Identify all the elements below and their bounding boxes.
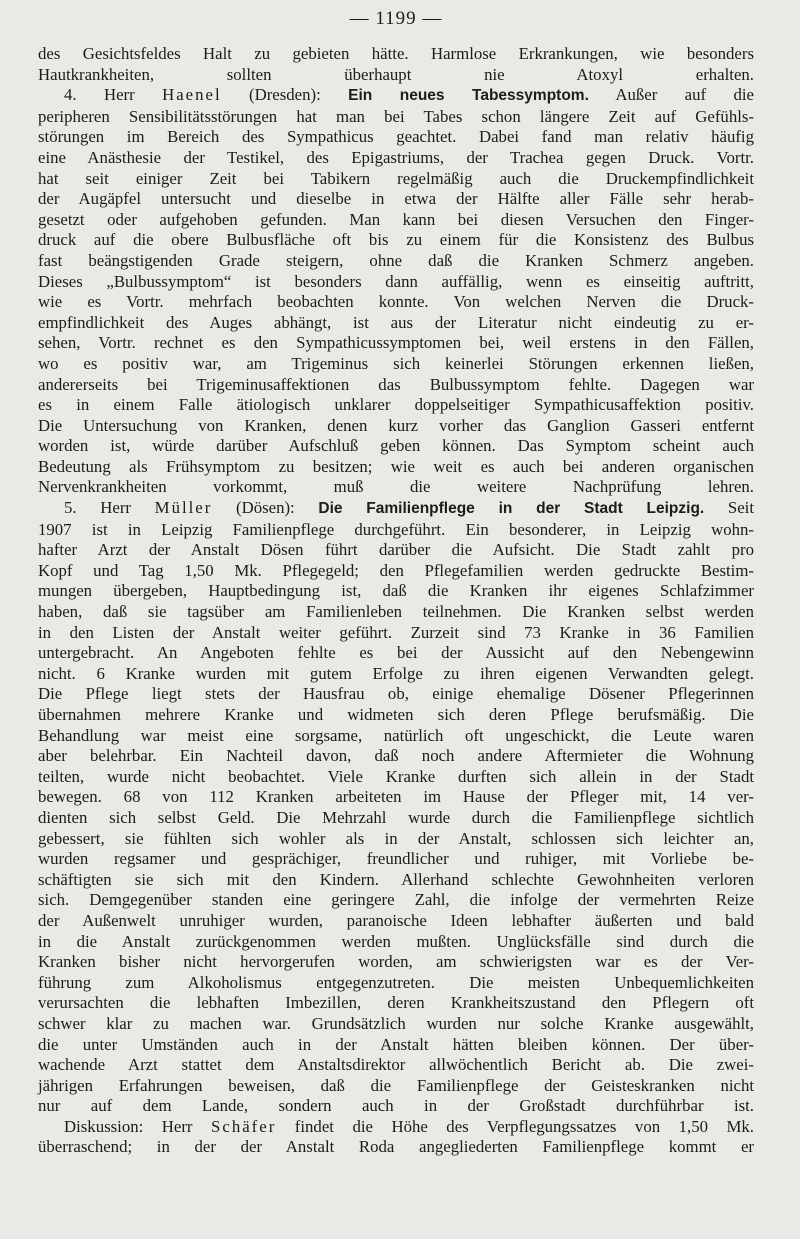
text-line: es in einem Falle ätiologisch unklarer doppelseitiger Sympathicusaffektion positiv. (38, 395, 754, 415)
text-line: aber belehrbar. Ein Nachteil davon, daß noch andere Aftermieter die Wohnung (38, 746, 754, 766)
paragraph-intro (38, 44, 754, 85)
text-line: sehen, Vortr. rechnet es den Sympathicussymptomen bei, weil erstens in den Fällen, (38, 333, 754, 353)
talk-title: Die Familienpflege in der Stadt Leipzig. (318, 500, 705, 518)
text-line: eine Anästhesie der Testikel, des Epigastriums, der Trachea gegen Druck. Vortr. (38, 147, 754, 167)
text-line: Bedeutung als Frühsymptom zu besitzen; wie weit es auch bei anderen organischen (38, 456, 754, 476)
heading-prefix: Diskussion: Herr (64, 1116, 212, 1136)
text-line: in die Anstalt zurückgenommen werden mußten. Unglücksfälle sind durch die (38, 931, 754, 951)
speaker-name: Schäfer (211, 1116, 277, 1136)
speaker-suffix: findet die Höhe des Verpflegungssatzes von 1,50 Mk. (276, 1116, 754, 1136)
text-line: hat seit einiger Zeit bei Tabikern regelmäßig auch die Druckempfindlichkeit (38, 168, 754, 188)
text-line: peripheren Sensibilitätsstörungen hat man bei Tabes schon längere Zeit auf Gefühls- (38, 106, 754, 126)
speaker-suffix: (Dresden): (221, 85, 349, 105)
text-line: in den Listen der Anstalt weiter geführt. Zurzeit sind 73 Kranke in 36 Familien (38, 622, 754, 642)
paragraph-diskussion (38, 1117, 754, 1158)
text-line: wie es Vortr. mehrfach beobachten konnte. Von welchen Nerven die Druck- (38, 292, 754, 312)
text-line: druck auf die obere Bulbusfläche oft bis zu einem für die Konsistenz des Bulbus (38, 230, 754, 250)
heading-prefix: 5. Herr (64, 498, 155, 518)
text-line: untergebracht. An Angeboten fehlte es bei der Aussicht auf den Nebengewinn (38, 643, 754, 663)
text-line: nicht. 6 Kranke wurden mit gutem Erfolge zu ihren eigenen Verwandten gelegt. (38, 663, 754, 683)
paragraph-haenel (38, 85, 754, 498)
text-line: verursachten die lebhaften Imbezillen, deren Krankheitszustand den Pflegern oft (38, 993, 754, 1013)
text-line: Die Untersuchung von Kranken, denen kurz vorher das Ganglion Gasseri entfernt (38, 415, 754, 435)
speaker-suffix: (Dösen): (212, 498, 319, 518)
text-line: nur auf dem Lande, sondern auch in der Großstadt durchführbar ist. (38, 1096, 754, 1116)
text-line: Dieses „Bulbussymptom“ ist besonders dann auffällig, wenn es einseitig auftritt, (38, 271, 754, 291)
talk-title: Ein neues Tabessymptom. (348, 87, 589, 105)
text-line: bewegen. 68 von 112 Kranken arbeiteten im Hause der Pfleger mit, 14 ver- (38, 787, 754, 807)
text-line: schwer klar zu machen war. Grundsätzlich wurden nur solche Kranke ausgewählt, (38, 1013, 754, 1033)
text-line: hafter Arzt der Anstalt Dösen führt darüber die Aufsicht. Die Stadt zahlt pro (38, 540, 754, 560)
text-line: gebessert, sie fühlten sich wohler als in der Anstalt, schlossen sich leichter an, (38, 828, 754, 848)
text-line: wurden regsamer und gesprächiger, freundlicher und ruhiger, mit Vorliebe be- (38, 849, 754, 869)
text-line: haben, daß sie tagsüber am Familienleben teilnehmen. Die Kranken selbst werden (38, 602, 754, 622)
text-line: des Gesichtsfeldes Halt zu gebieten hätte. Harmlose Erkrankungen, wie besonders (38, 44, 754, 63)
title-suffix: Seit (704, 498, 754, 518)
text-line: führung zum Alkoholismus entgegenzutreten. Die meisten Unbequemlichkeiten (38, 972, 754, 992)
text-line: der Augäpfel untersucht und dieselbe in etwa der Hälfte aller Fälle sehr herab- (38, 189, 754, 209)
text-line: jährigen Erfahrungen beweisen, daß die Familienpflege der Geisteskranken nicht (38, 1075, 754, 1095)
text-line: sich. Demgegenüber standen eine geringere Zahl, die infolge der vermehrten Reize (38, 890, 754, 910)
title-suffix: Außer auf die (588, 85, 754, 105)
paragraph-heading-line (38, 1117, 754, 1138)
paragraph-heading-line (38, 85, 754, 107)
text-line: fast beängstigenden Grade steigern, ohne daß die Kranken Schmerz angeben. (38, 250, 754, 270)
text-line: Behandlung war meist eine sorgsame, natürlich oft ungeschickt, die Leute waren (38, 725, 754, 745)
text-line: die unter Umständen auch in der Anstalt hätten bleiben können. Der über- (38, 1034, 754, 1054)
text-line: überraschend; in der der Anstalt Roda angegliederten Familienpflege kommt er (38, 1137, 754, 1157)
text-line: wo es positiv war, am Trigeminus sich keinerlei Störungen erkennen ließen, (38, 353, 754, 373)
paragraph-heading-line (38, 498, 754, 520)
text-line: Kranken bisher nicht hervorgerufen worden, am schwierigsten war es der Ver- (38, 952, 754, 972)
text-line: Hautkrankheiten, sollten überhaupt nie Atoxyl erhalten. (38, 64, 754, 84)
speaker-name: Haenel (162, 85, 222, 105)
text-line: wachende Arzt stattet dem Anstaltsdirektor allwöchentlich Bericht ab. Die zwei- (38, 1055, 754, 1075)
speaker-name: Müller (154, 498, 213, 518)
text-line: dienten sich selbst Geld. Die Mehrzahl wurde durch die Familienpflege sichtlich (38, 807, 754, 827)
paragraph-mueller (38, 498, 754, 1117)
text-line: gesetzt oder aufgehoben gefunden. Man kann bei diesen Versuchen den Finger- (38, 209, 754, 229)
text-line: Die Pflege liegt stets der Hausfrau ob, einige ehemalige Dösener Pflegerinnen (38, 684, 754, 704)
text-line: andererseits bei Trigeminusaffektionen das Bulbussymptom fehlte. Dagegen war (38, 374, 754, 394)
text-body (38, 44, 754, 1158)
text-line: Nervenkrankheiten vorkommt, muß die weitere Nachprüfung lehren. (38, 477, 754, 497)
text-line: 1907 ist in Leipzig Familienpflege durchgeführt. Ein besonderer, in Leipzig wohn- (38, 519, 754, 539)
page-number: — 1199 — (349, 8, 443, 29)
text-line: der Außenwelt unruhiger wurden, paranoische Ideen lebhafter äußerten und bald (38, 910, 754, 930)
text-line: übernahmen mehrere Kranke und widmeten sich deren Pflege berufsmäßig. Die (38, 705, 754, 724)
text-line: Kopf und Tag 1,50 Mk. Pflegegeld; den Pflegefamilien werden gedruckte Bestim- (38, 560, 754, 580)
text-line: teilten, wurde nicht beobachtet. Viele Kranke durften sich allein in der Stadt (38, 766, 754, 786)
text-line: störungen im Bereich des Sympathicus geachtet. Dabei fand man relativ häufig (38, 127, 754, 147)
text-line: schäftigten sie sich mit den Kindern. Allerhand schlechte Gewohnheiten verloren (38, 869, 754, 889)
heading-prefix: 4. Herr (64, 85, 163, 105)
text-line: empfindlichkeit des Auges abhängt, ist aus der Literatur nicht eindeutig zu er- (38, 312, 754, 332)
text-line: worden ist, würde darüber Aufschluß geben können. Das Symptom scheint auch (38, 436, 754, 456)
text-line: mungen übergeben, Hauptbedingung ist, daß die Kranken ihr eigenes Schlafzimmer (38, 581, 754, 601)
